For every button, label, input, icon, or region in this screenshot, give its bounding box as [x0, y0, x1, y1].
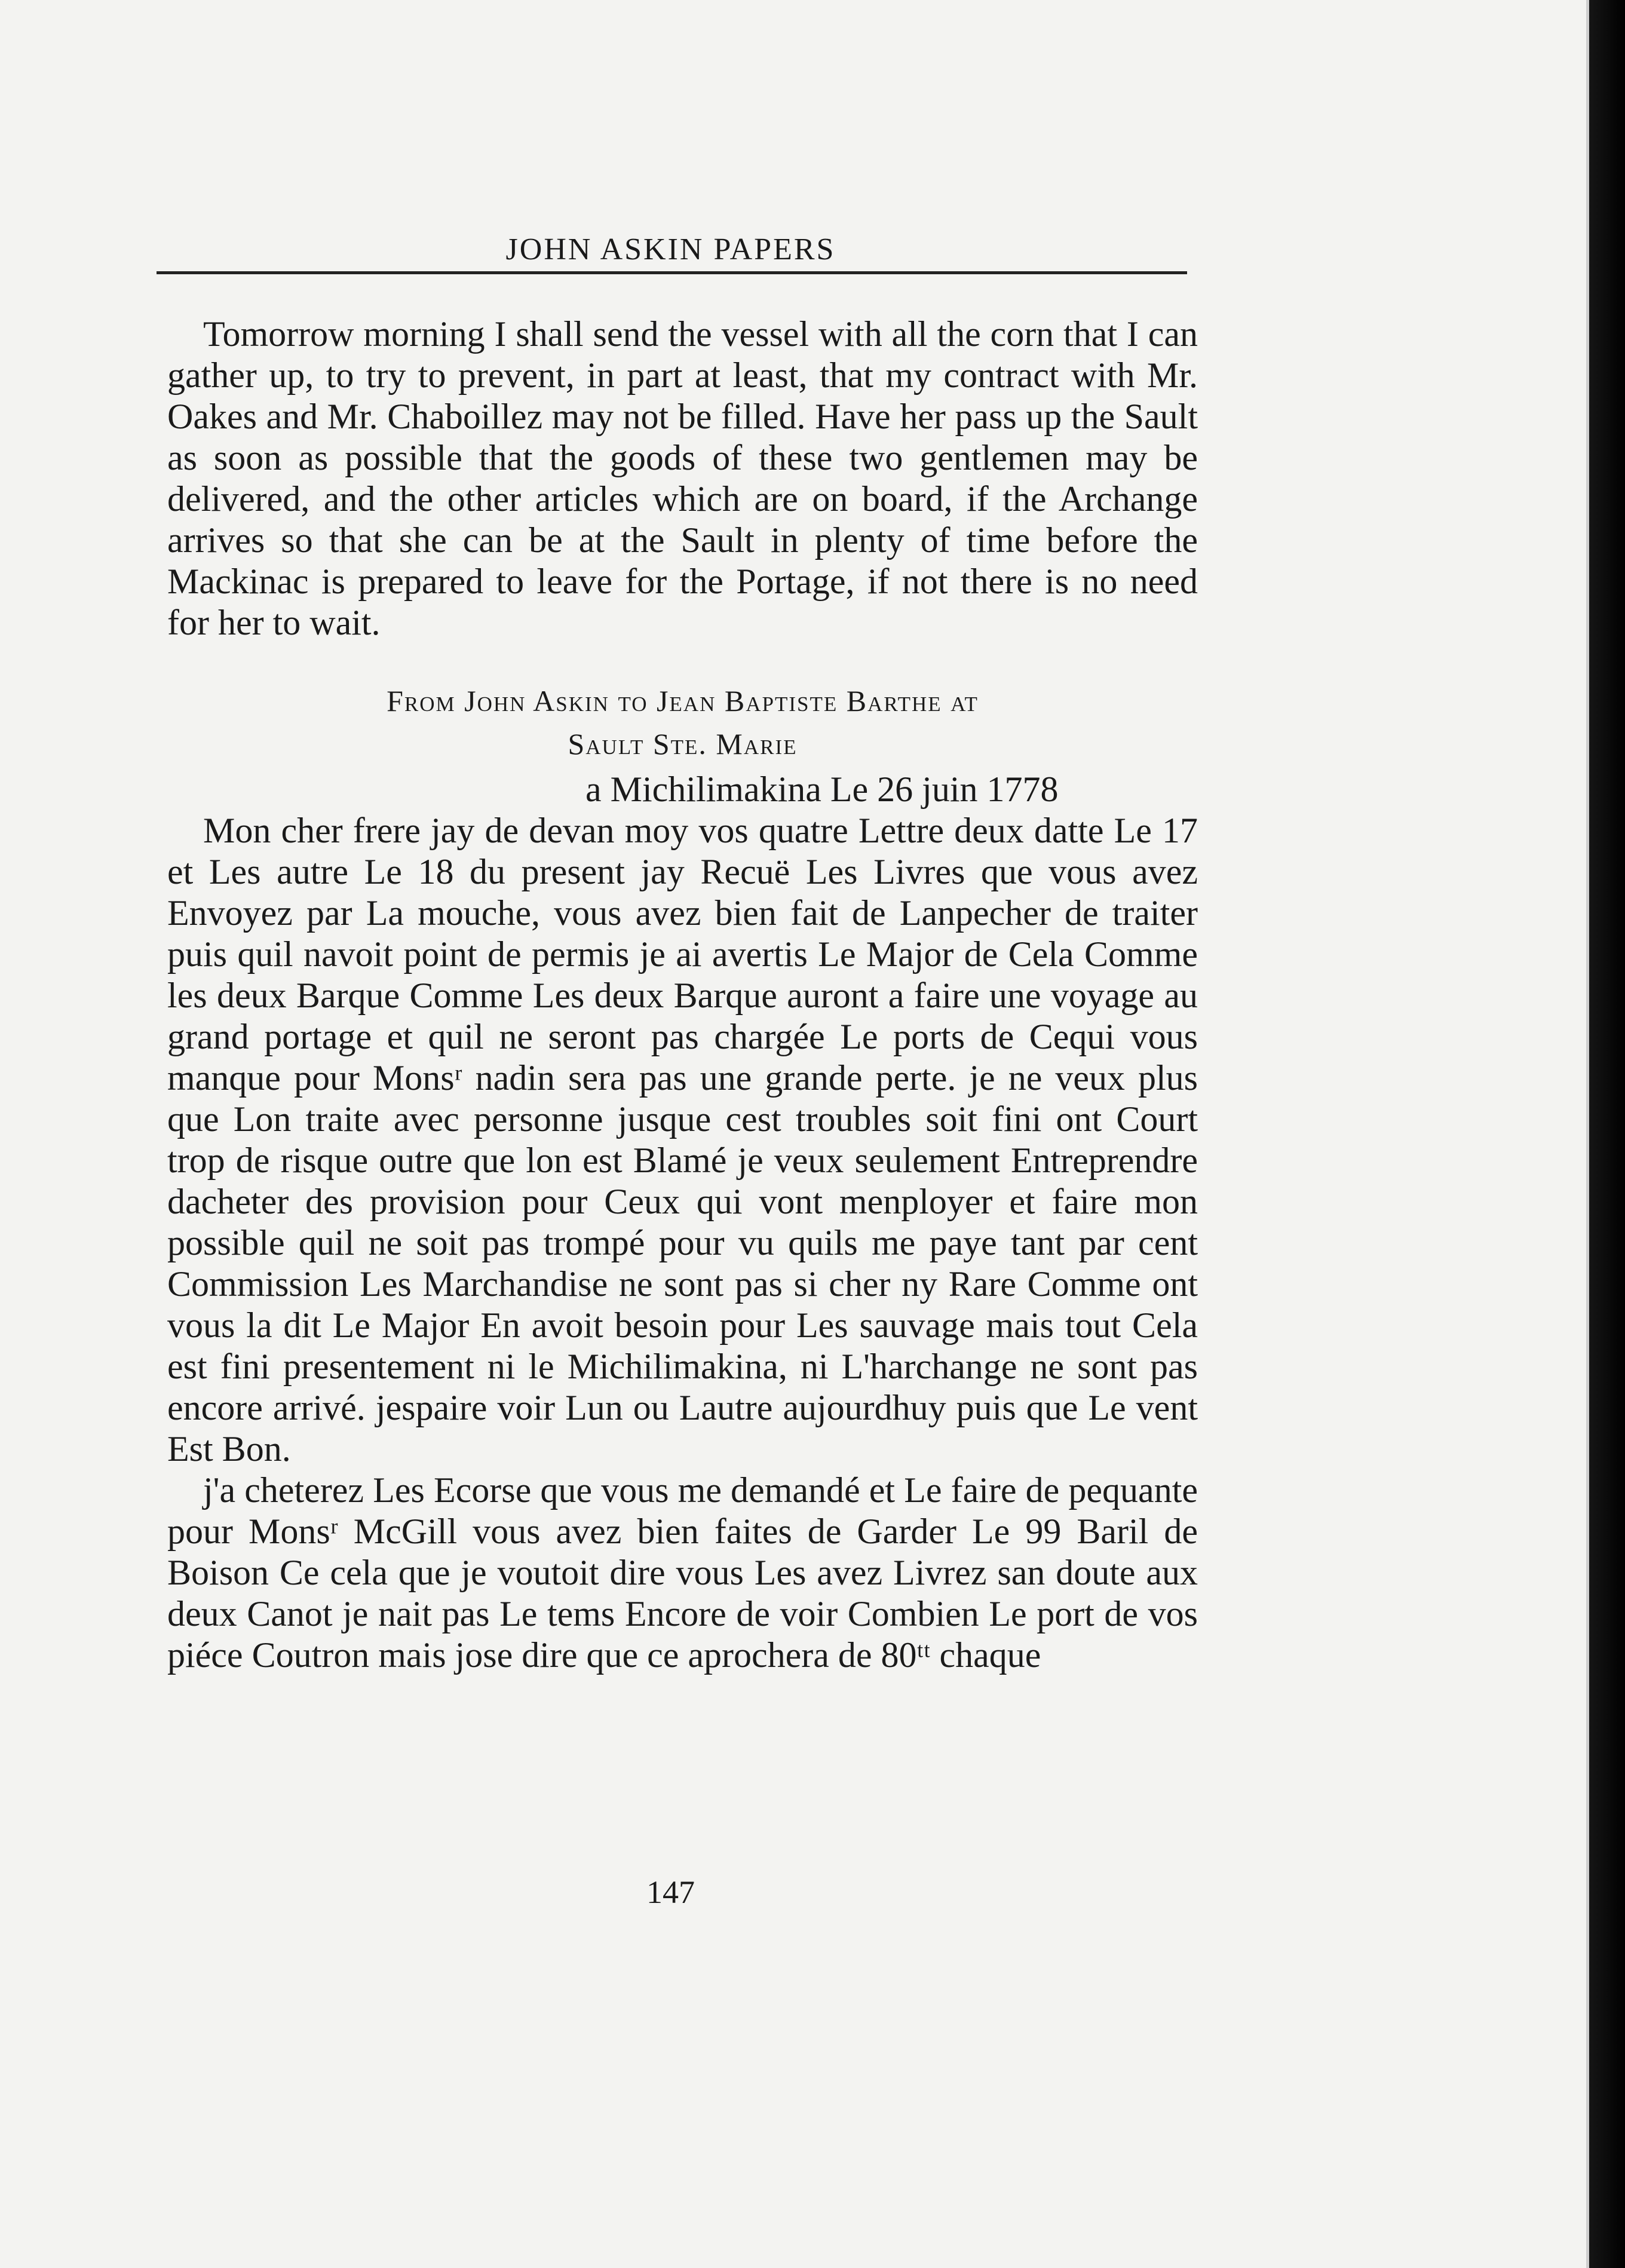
letter-heading-line-2: Sault Ste. Marie [568, 727, 798, 761]
body-text [167, 314, 1198, 1676]
paragraph-2: Mon cher frere jay de devan moy vos quatre Lettre deux datte Le 17 et Les autre Le 18 du present jay Recuë Les Livres que vous avez Envoyez par La mouche, vous avez bien fait de Lanpecher de traiter puis quil navoit point de permis je ai avertis Le Major de Cela Comme les deux Barque Comme Les deux Barque auront a faire une voyage au grand portage et quil ne seront pas chargée Le ports de Cequi vous manque pour Monsʳ nadin sera pas une grande perte. je ne veux plus que Lon traite avec personne jusque cest troubles soit fini ont Court trop de risque outre que lon est Blamé je veux seulement Entreprendre dacheter des provision pour Ceux qui vont menployer et faire mon possible quil ne soit pas trompé pour vu quils me paye tant par cent Commission Les Marchandise ne sont pas si cher ny Rare Comme ont vous la dit Le Major En avoit besoin pour Les sauvage mais tout Cela est fini presentement ni le Michilimakina, ni L'harchange ne sont pas encore arrivé. jespaire voir Lun ou Lautre aujourdhuy puis que Le vent Est Bon. [167, 811, 1198, 1469]
paragraph-letter-1 [167, 810, 1198, 1470]
paragraph-1: Tomorrow morning I shall send the vessel with all the corn that I can gather up, to try to prevent, in part at least, that my contract with Mr. Oakes and Mr. Chaboillez may not be filled. Have her pass up the Sault as soon as possible that the goods of these two gentlemen may be delivered, and the other articles which are on board, if the Archange arrives so that she can be at the Sault in plenty of time before the Mackinac is prepared to leave for the Portage, if not there is no need for her to wait. [167, 314, 1198, 642]
letter-heading-line-1: From John Askin to Jean Baptiste Barthe at [387, 684, 979, 718]
page-number: 147 [646, 1874, 695, 1910]
running-head: JOHN ASKIN PAPERS [505, 232, 836, 266]
dateline: a Michilimakina Le 26 juin 1778 [585, 770, 1059, 809]
letter-heading [167, 679, 1198, 765]
paragraph-3: j'a cheterez Les Ecorse que vous me demandé et Le faire de pequante pour Monsʳ McGill vous avez bien faites de Garder Le 99 Baril de Boison Ce cela que je voutoit dire vous Les avez Livrez san doute aux deux Canot je nait pas Le tems Encore de voir Combien Le port de vos piéce Coutron mais jose dire que ce aprochera de 80ᵗᵗ chaque [167, 1470, 1198, 1675]
header-rule [157, 271, 1187, 274]
paragraph-translation [167, 314, 1198, 643]
page-edge [1586, 0, 1589, 2268]
paragraph-letter-2 [167, 1470, 1198, 1676]
